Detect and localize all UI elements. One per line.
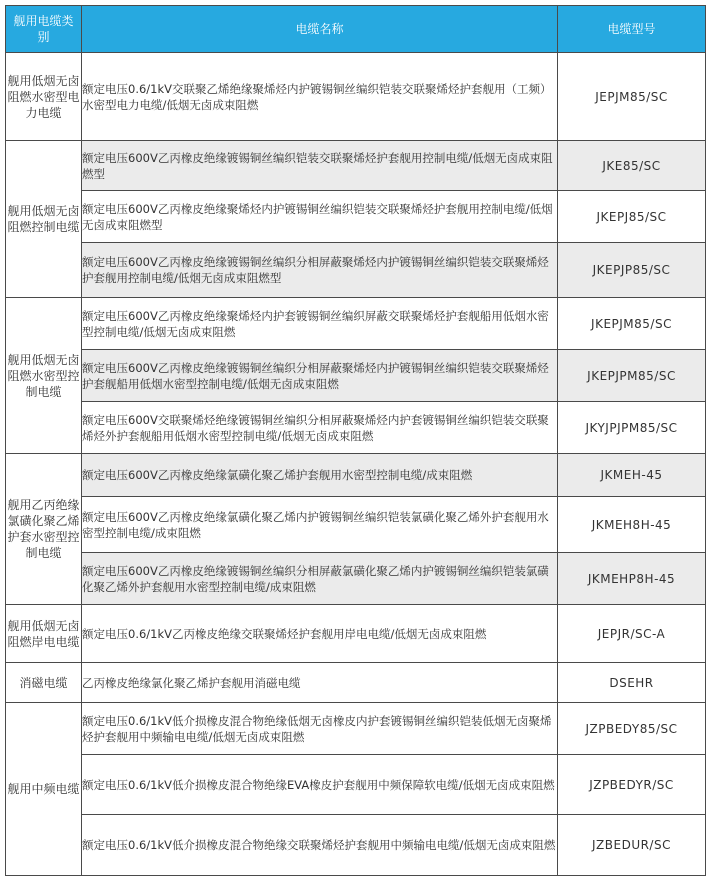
table-row: [6, 497, 706, 553]
cable-name-cell: 额定电压600V乙丙橡皮绝缘氯磺化聚乙烯护套舰用水密型控制电缆/成束阻燃: [82, 454, 558, 497]
category-cell: 舰用乙丙绝缘氯磺化聚乙烯护套水密型控制电缆: [6, 454, 82, 605]
table-row: [6, 605, 706, 663]
cable-table-container: [5, 5, 705, 876]
cable-name-cell: 额定电压600V乙丙橡皮绝缘镀锡铜丝编织分相屏蔽聚烯烃内护镀锡铜丝编织铠装交联聚烯烃护套舰用控制电缆/低烟无卤成束阻燃型: [82, 243, 558, 298]
header-category: 舰用电缆类 别: [6, 6, 82, 53]
category-cell: 舰用低烟无卤阻燃水密型控制电缆: [6, 298, 82, 454]
cable-model-cell: JKEPJPM85/SC: [558, 350, 706, 402]
cable-name-cell: 额定电压0.6/1kV交联聚乙烯绝缘聚烯烃内护镀锡铜丝编织铠装交联聚烯烃护套舰用（工频）水密型电力电缆/低烟无卤成束阻燃: [82, 53, 558, 141]
table-row: [6, 815, 706, 876]
cable-name-cell: 额定电压600V乙丙橡皮绝缘聚烯烃内护镀锡铜丝编织铠装交联聚烯烃护套舰用控制电缆/低烟无卤成束阻燃型: [82, 191, 558, 243]
table-row: [6, 663, 706, 703]
cable-model-cell: JKEPJP85/SC: [558, 243, 706, 298]
table-row: [6, 191, 706, 243]
cable-name-cell: 额定电压600V交联聚烯烃绝缘镀锡铜丝编织分相屏蔽聚烯烃内护套镀锡铜丝编织铠装交联聚烯烃外护套舰船用低烟水密型控制电缆/低烟无卤成束阻燃: [82, 402, 558, 454]
table-row: [6, 703, 706, 755]
cable-model-cell: JKEPJ85/SC: [558, 191, 706, 243]
table-row: [6, 553, 706, 605]
table-row: [6, 350, 706, 402]
category-cell: 消磁电缆: [6, 663, 82, 703]
cable-model-cell: JKMEHP8H-45: [558, 553, 706, 605]
table-row: [6, 141, 706, 191]
cable-name-cell: 额定电压0.6/1kV低介损橡皮混合物绝缘低烟无卤橡皮内护套镀锡铜丝编织铠装低烟无卤聚烯烃护套舰用中频输电电缆/低烟无卤成束阻燃: [82, 703, 558, 755]
cable-model-cell: JKEPJM85/SC: [558, 298, 706, 350]
header-row: [6, 6, 706, 53]
header-model: 电缆型号: [558, 6, 706, 53]
table-row: [6, 755, 706, 815]
category-cell: 舰用低烟无卤阻燃水密型电力电缆: [6, 53, 82, 141]
table-row: [6, 454, 706, 497]
table-row: [6, 53, 706, 141]
cable-name-cell: 额定电压600V乙丙橡皮绝缘聚烯烃内护套镀锡铜丝编织屏蔽交联聚烯烃护套舰船用低烟水密型控制电缆/低烟无卤成束阻燃: [82, 298, 558, 350]
table-body: [6, 53, 706, 876]
cable-model-cell: JKE85/SC: [558, 141, 706, 191]
cable-name-cell: 额定电压0.6/1kV低介损橡皮混合物绝缘EVA橡皮护套舰用中频保障软电缆/低烟无卤成束阻燃: [82, 755, 558, 815]
cable-model-cell: JKMEH-45: [558, 454, 706, 497]
category-cell: 舰用低烟无卤阻燃控制电缆: [6, 141, 82, 298]
table-header: [6, 6, 706, 53]
cable-name-cell: 额定电压600V乙丙橡皮绝缘镀锡铜丝编织分相屏蔽聚烯烃内护镀锡铜丝编织铠装交联聚烯烃护套舰船用低烟水密型控制电缆/低烟无卤成束阻燃: [82, 350, 558, 402]
category-cell: 舰用中频电缆: [6, 703, 82, 876]
header-name: 电缆名称: [82, 6, 558, 53]
cable-name-cell: 额定电压600V乙丙橡皮绝缘镀锡铜丝编织分相屏蔽氯磺化聚乙烯内护镀锡铜丝编织铠装氯磺化聚乙烯外护套舰用水密型控制电缆/成束阻燃: [82, 553, 558, 605]
cable-model-cell: JKMEH8H-45: [558, 497, 706, 553]
cable-model-cell: JZBEDUR/SC: [558, 815, 706, 876]
table-row: [6, 243, 706, 298]
cable-name-cell: 额定电压600V乙丙橡皮绝缘氯磺化聚乙烯内护镀锡铜丝编织铠装氯磺化聚乙烯外护套舰用水密型控制电缆/成束阻燃: [82, 497, 558, 553]
cable-name-cell: 额定电压0.6/1kV低介损橡皮混合物绝缘交联聚烯烃护套舰用中频输电电缆/低烟无卤成束阻燃: [82, 815, 558, 876]
cable-name-cell: 额定电压0.6/1kV乙丙橡皮绝缘交联聚烯烃护套舰用岸电电缆/低烟无卤成束阻燃: [82, 605, 558, 663]
cable-name-cell: 乙丙橡皮绝缘氯化聚乙烯护套舰用消磁电缆: [82, 663, 558, 703]
cable-model-cell: JEPJM85/SC: [558, 53, 706, 141]
cable-model-cell: JEPJR/SC-A: [558, 605, 706, 663]
cable-model-cell: JKYJPJPM85/SC: [558, 402, 706, 454]
table-row: [6, 298, 706, 350]
cable-spec-table: [5, 5, 706, 876]
cable-name-cell: 额定电压600V乙丙橡皮绝缘镀锡铜丝编织铠装交联聚烯烃护套舰用控制电缆/低烟无卤成束阻燃型: [82, 141, 558, 191]
category-cell: 舰用低烟无卤阻燃岸电电缆: [6, 605, 82, 663]
cable-model-cell: JZPBEDY85/SC: [558, 703, 706, 755]
cable-model-cell: JZPBEDYR/SC: [558, 755, 706, 815]
table-row: [6, 402, 706, 454]
cable-model-cell: DSEHR: [558, 663, 706, 703]
